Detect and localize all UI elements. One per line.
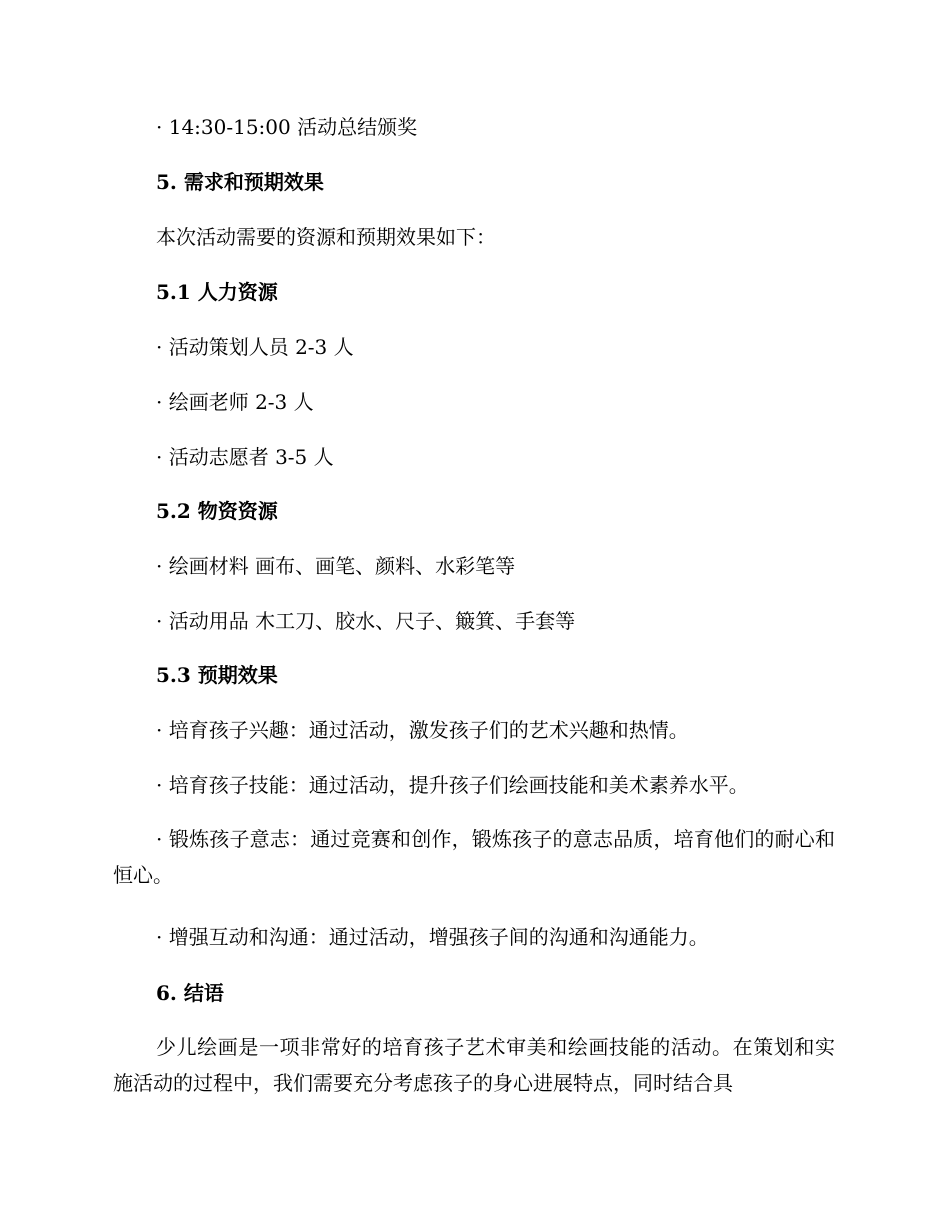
section-heading-5: 5. 需求和预期效果 [156, 170, 324, 194]
list-item-interest: · 培育孩子兴趣：通过活动，激发孩子们的艺术兴趣和热情。 [156, 718, 689, 742]
list-item-skills: · 培育孩子技能：通过活动，提升孩子们绘画技能和美术素养水平。 [156, 773, 749, 797]
subsection-heading-5-3: 5.3 预期效果 [156, 663, 278, 687]
list-item-planners: · 活动策划人员 2-3 人 [156, 335, 354, 359]
list-item-painting-materials: · 绘画材料 画布、画笔、颜料、水彩笔等 [156, 554, 516, 578]
list-item-volunteers: · 活动志愿者 3-5 人 [156, 445, 334, 469]
section-heading-6: 6. 结语 [156, 981, 224, 1005]
list-item-interaction: · 增强互动和沟通：通过活动，增强孩子间的沟通和沟通能力。 [156, 925, 709, 949]
subsection-heading-5-1: 5.1 人力资源 [156, 280, 278, 304]
schedule-item-award: · 14:30-15:00 活动总结颁奖 [156, 115, 418, 139]
conclusion-paragraph: 少儿绘画是一项非常好的培育孩子艺术审美和绘画技能的活动。在策划和实施活动的过程中，我们需要充分考虑孩子的身心进展特点，同时结合具 [113, 1035, 835, 1095]
section-intro-text: 本次活动需要的资源和预期效果如下： [156, 225, 496, 249]
subsection-heading-5-2: 5.2 物资资源 [156, 499, 278, 523]
list-item-activity-supplies: · 活动用品 木工刀、胶水、尺子、簸箕、手套等 [156, 609, 576, 633]
list-item-teachers: · 绘画老师 2-3 人 [156, 390, 314, 414]
list-item-willpower: · 锻炼孩子意志：通过竞赛和创作，锻炼孩子的意志品质，培育他们的耐心和恒心。 [113, 827, 835, 887]
